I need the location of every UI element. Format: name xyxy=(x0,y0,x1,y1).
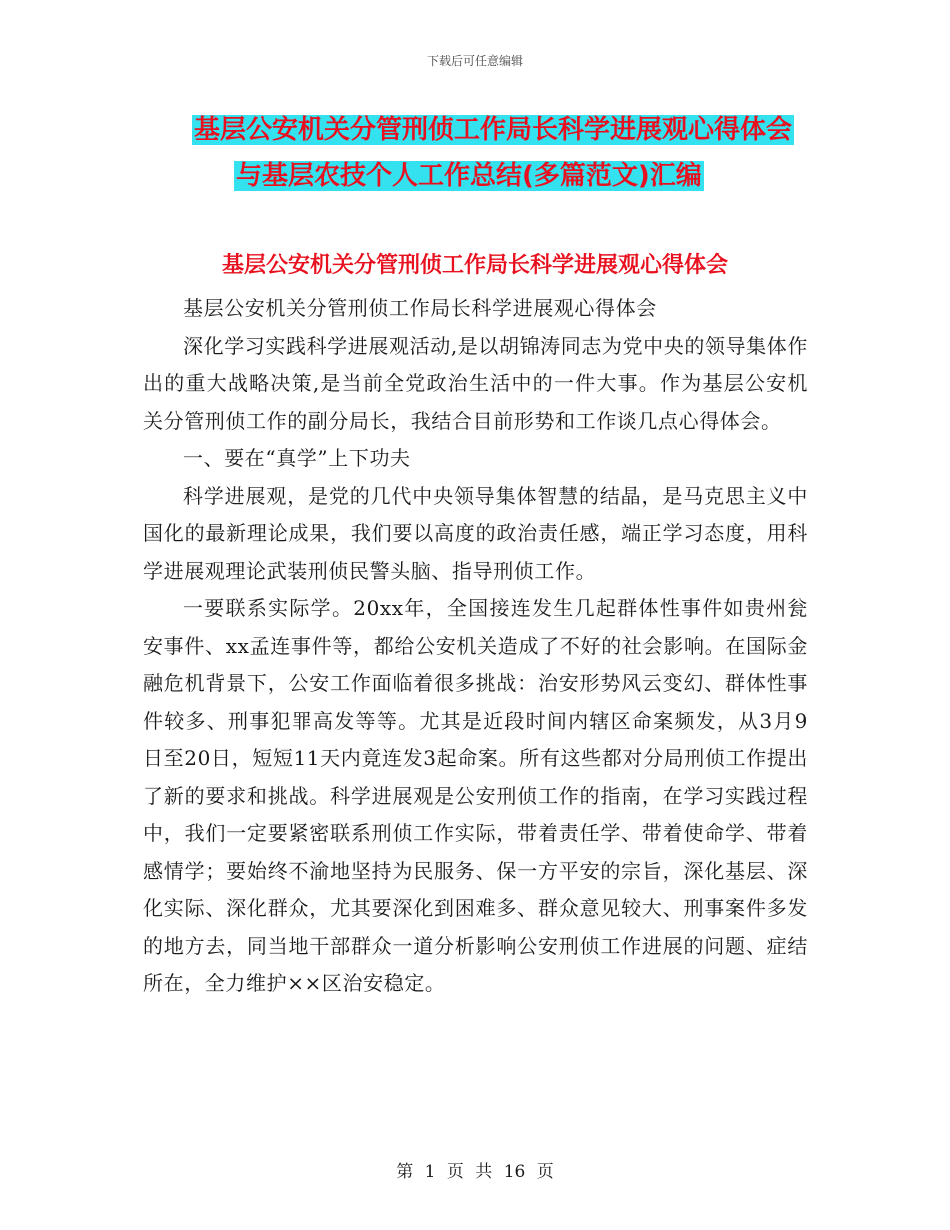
document-title-line-1 xyxy=(0,110,950,150)
document-title-line-2-text: 与基层农技个人工作总结(多篇范文)汇编 xyxy=(236,161,702,191)
document-title-line-1-text: 基层公安机关分管刑侦工作局长科学进展观心得体会 xyxy=(194,115,793,145)
page-header-note: 下载后可任意编辑 xyxy=(426,54,523,68)
paragraph-2: 深化学习实践科学进展观活动,是以胡锦涛同志为党中央的领导集体作出的重大战略决策,是当前全党政治生活中的一件大事。作为基层公安机关分管刑侦工作的副分局长，我结合目前形势和工作谈几点心得体会。 xyxy=(143,333,808,433)
document-title-line-2 xyxy=(0,156,950,196)
paragraph-5: 一要联系实际学。20xx年，全国接连发生几起群体性事件如贵州瓮安事件、xx孟连事件等，都给公安机关造成了不好的社会影响。在国际金融危机背景下，公安工作面临着很多挑战：治安形势风云变幻、群体性事件较多、刑事犯罪高发等等。尤其是近段时间内辖区命案频发，从3月9日至20日，短短11天内竟连发3起命案。所有这些都对分局刑侦工作提出了新的要求和挑战。科学进展观是公安刑侦工作的指南，在学习实践过程中，我们一定要紧密联系刑侦工作实际，带着责任学、带着使命学、带着感情学；要始终不渝地坚持为民服务、保一方平安的宗旨，深化基层、深化实际、深化群众，尤其要深化到困难多、群众意见较大、刑事案件多发的地方去，同当地干部群众一道分析影响公安刑侦工作进展的问题、症结所在，全力维护××区治安稳定。 xyxy=(143,596,808,995)
paragraph-1: 基层公安机关分管刑侦工作局长科学进展观心得体会 xyxy=(183,296,657,320)
section-heading: 基层公安机关分管刑侦工作局长科学进展观心得体会 xyxy=(221,253,728,278)
page-number: 第 1 页 共 16 页 xyxy=(396,1162,554,1182)
paragraph-4: 科学进展观，是党的几代中央领导集体智慧的结晶，是马克思主义中国化的最新理论成果，我们要以高度的政治责任感，端正学习态度，用科学进展观理论武装刑侦民警头脑、指导刑侦工作。 xyxy=(143,483,808,583)
paragraph-3: 一、要在“真学”上下功夫 xyxy=(183,446,411,470)
document-body xyxy=(143,290,808,1003)
